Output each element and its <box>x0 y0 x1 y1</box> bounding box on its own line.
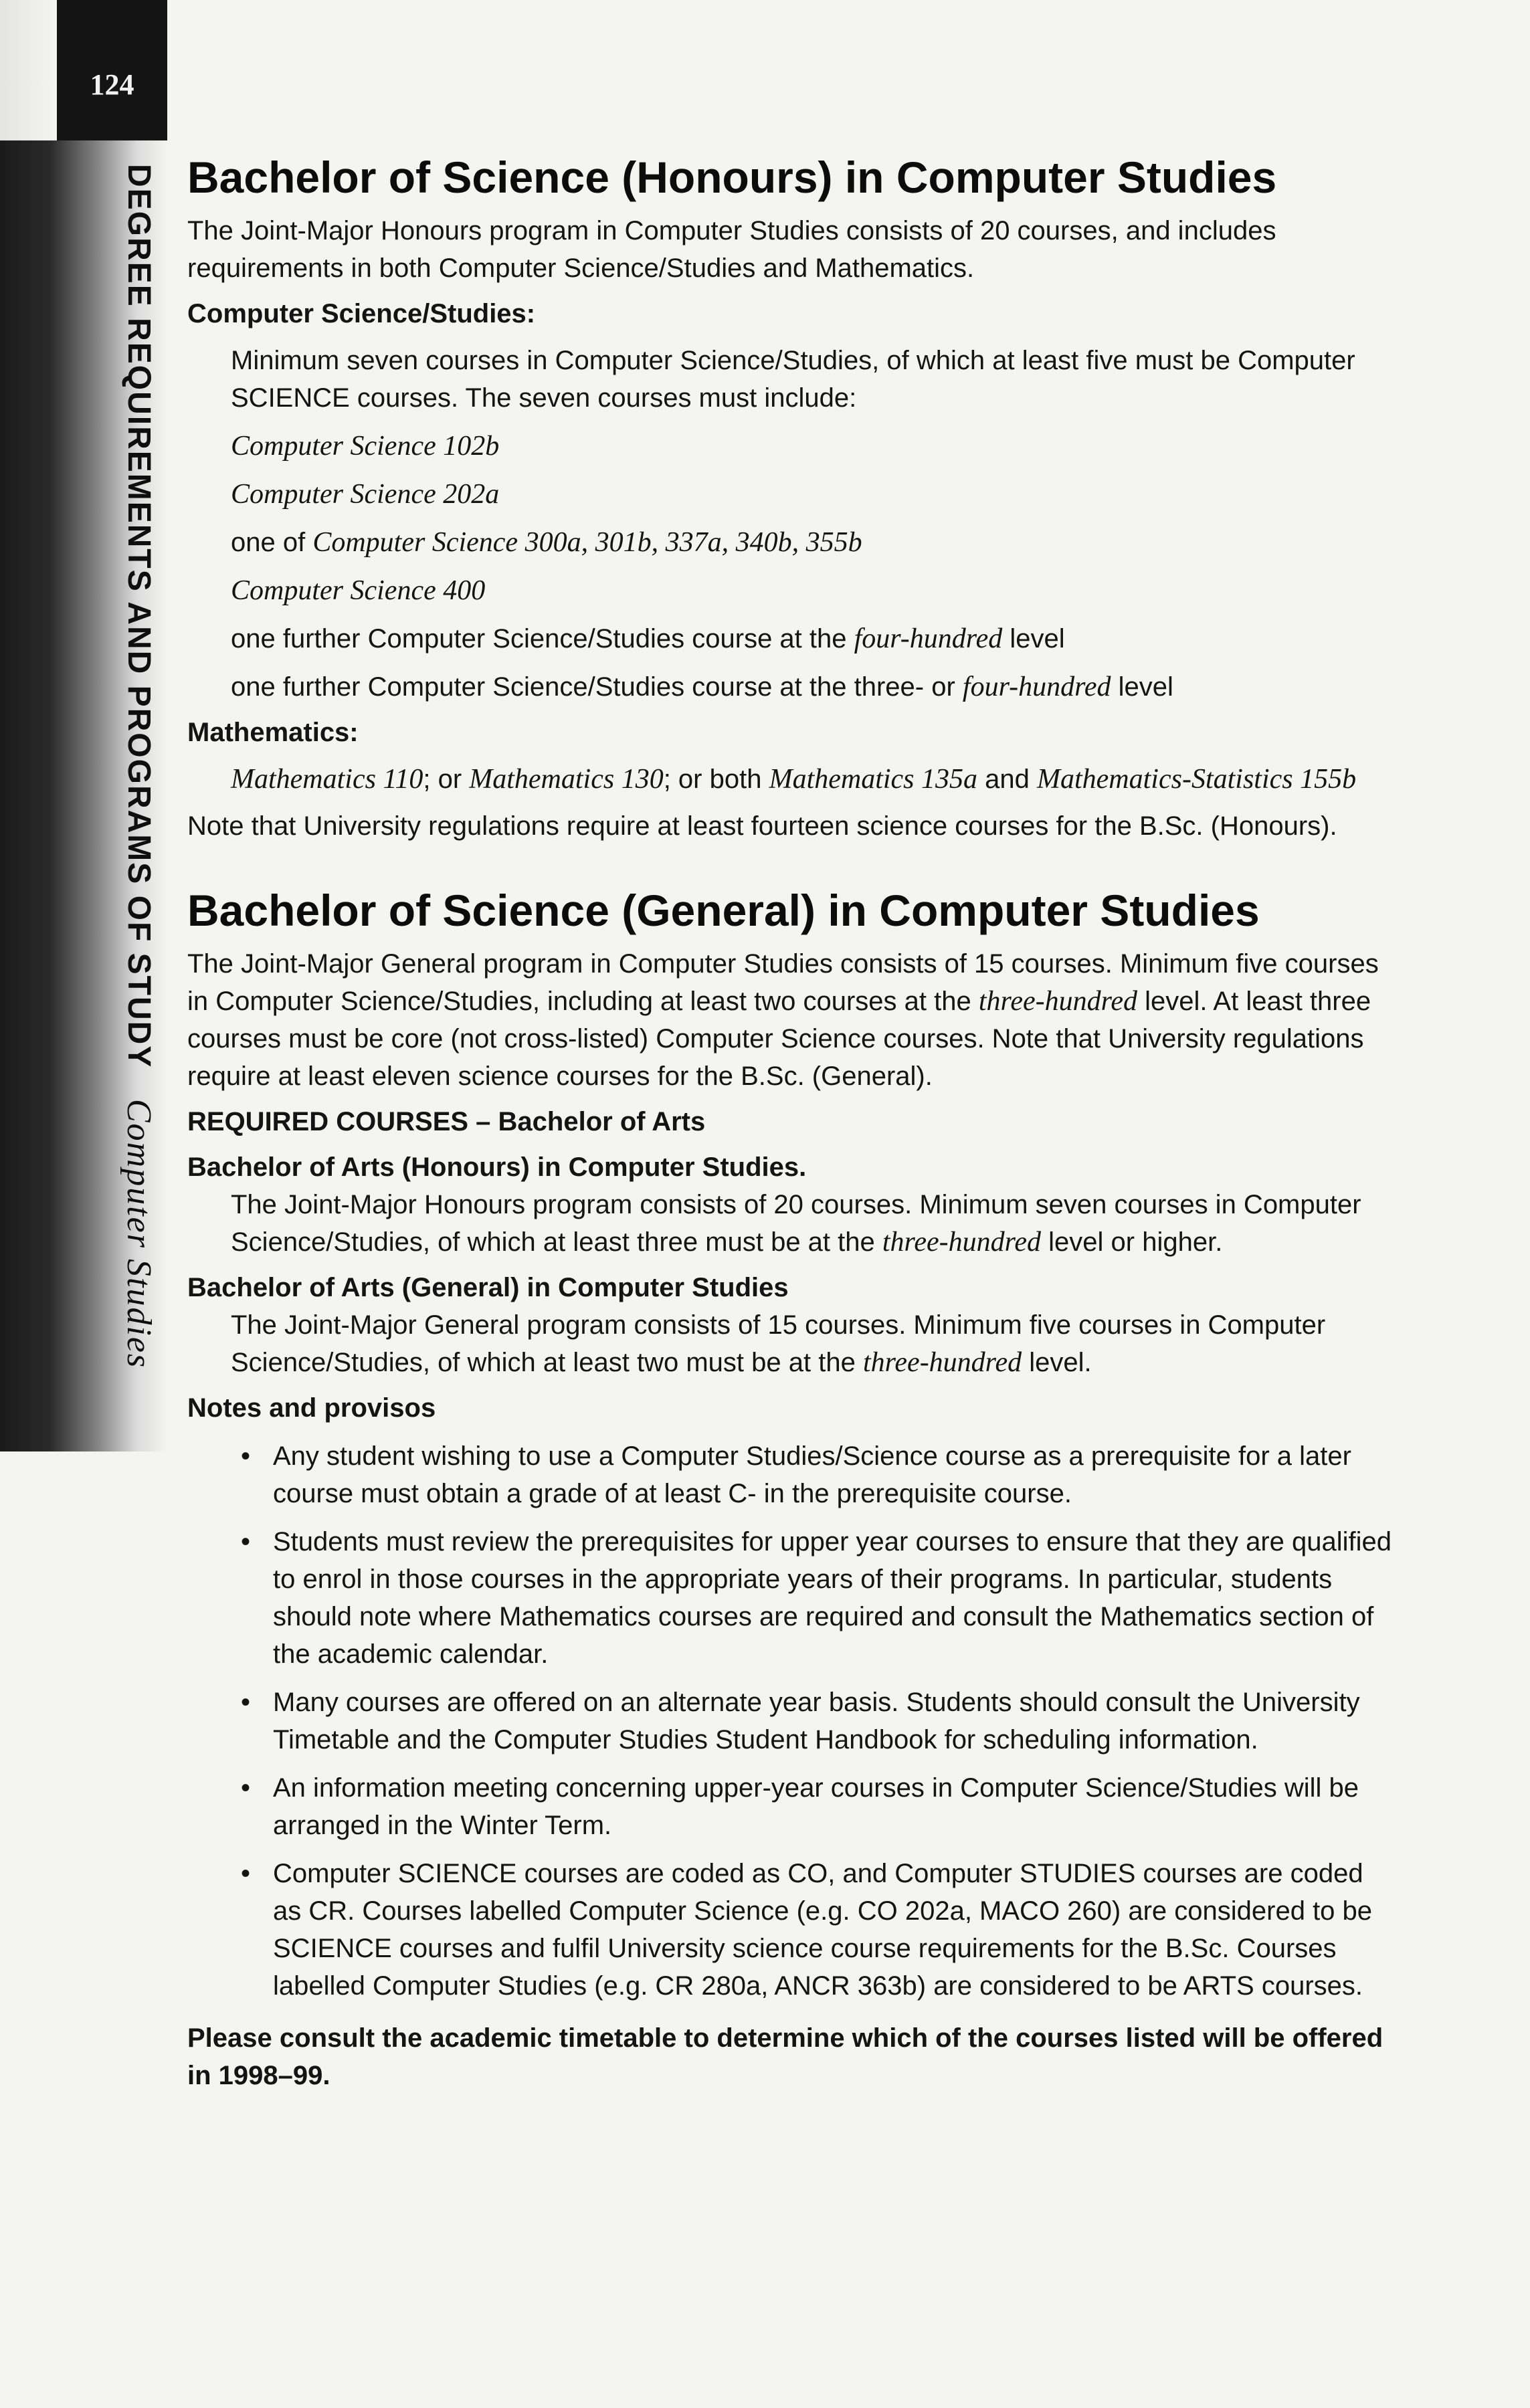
bsc-general-intro-suffix: level. At least three courses must be core (not cross-listed) Computer Science courses. Note that University regulations require at least eleven science courses for the B.Sc. (General). <box>187 987 1371 1091</box>
bsc-honours-intro: The Joint-Major Honours program in Computer Studies consists of 20 courses, and includes requirements in both Computer Science/Studies and Mathematics. <box>187 216 1276 283</box>
ba-honours-prefix: The Joint-Major Honours program consists of 20 courses. Minimum seven courses in Computer Science/Studies, of which at least three must be at the <box>231 1190 1361 1257</box>
note-text: Many courses are offered on an alternate year basis. Students should consult the University Timetable and the Computer Studies Student Handbook for scheduling information. <box>273 1688 1360 1754</box>
notes-heading: Notes and provisos <box>187 1393 436 1423</box>
cs-item-202a: Computer Science 202a <box>231 479 500 510</box>
list-item <box>187 1855 1392 2005</box>
list-item <box>187 1684 1392 1759</box>
bullet-icon: • <box>241 1688 251 1717</box>
ba-honours-text <box>187 1186 1392 1261</box>
cs-item-5-level: four-hundred <box>854 623 1003 654</box>
cs-item-5-prefix: one further Computer Science/Studies course at the <box>231 624 854 654</box>
math-110: Mathematics 110 <box>231 764 423 795</box>
ba-honours-heading: Bachelor of Arts (Honours) in Computer Studies. <box>187 1152 807 1182</box>
bsc-general-intro <box>187 945 1392 1095</box>
side-running-header <box>119 164 159 1369</box>
cs-item-6-prefix: one further Computer Science/Studies course at the three- or <box>231 672 963 702</box>
cs-item-one-of <box>187 524 1392 561</box>
cs-item-three-or-four-hundred <box>187 668 1392 706</box>
math-sep-1: ; or <box>423 765 470 794</box>
cs-item-400: Computer Science 400 <box>231 575 486 606</box>
bullet-icon: • <box>241 1773 251 1803</box>
math-heading: Mathematics: <box>187 718 359 747</box>
page-number-tab <box>57 0 167 140</box>
page-number: 124 <box>90 68 134 101</box>
bsc-honours-title: Bachelor of Science (Honours) in Computer Studies <box>187 153 1277 202</box>
ba-general-suffix: level. <box>1022 1348 1092 1377</box>
cs-item-6-suffix: level <box>1111 672 1173 702</box>
side-subject: Computer Studies <box>120 1098 158 1369</box>
list-item <box>187 1437 1392 1512</box>
note-text: Any student wishing to use a Computer Studies/Science course as a prerequisite for a later course must obtain a grade of at least C- in the prerequisite course. <box>273 1441 1351 1508</box>
math-sep-2: ; or both <box>663 765 769 794</box>
cs-intro: Minimum seven courses in Computer Science/Studies, of which at least five must be Computer SCIENCE courses. The seven courses must include: <box>231 346 1355 413</box>
ba-honours-level: three-hundred <box>882 1227 1042 1258</box>
note-text: Computer SCIENCE courses are coded as CO, and Computer STUDIES courses are coded as CR. Courses labelled Computer Science (e.g. CO 202a, MACO 260) are considered to be SCIENCE courses and fulfil University science course requirements for the B.Sc. Courses labelled Computer Studies (e.g. CR 280a, ANCR 363b) are considered to be ARTS courses. <box>273 1859 1373 2001</box>
bsc-general-intro-level: three-hundred <box>978 986 1138 1017</box>
math-135a: Mathematics 135a <box>769 764 978 795</box>
cs-item-6-level: four-hundred <box>962 672 1111 702</box>
bsc-honours-note: Note that University regulations require at least fourteen science courses for the B.Sc. (Honours). <box>187 811 1337 841</box>
bsc-general-intro-prefix: The Joint-Major General program in Computer Studies consists of 15 courses. Minimum five courses in Computer Science/Studies, including at least two courses at the <box>187 949 1379 1016</box>
list-item <box>187 1769 1392 1844</box>
bullet-icon: • <box>241 1859 251 1888</box>
bullet-icon: • <box>241 1527 251 1557</box>
ba-general-level: three-hundred <box>862 1347 1022 1378</box>
cs-item-one-of-prefix: one of <box>231 528 313 557</box>
math-130: Mathematics 130 <box>469 764 664 795</box>
cs-heading: Computer Science/Studies: <box>187 299 536 328</box>
note-text: An information meeting concerning upper-year courses in Computer Science/Studies will be arranged in the Winter Term. <box>273 1773 1359 1840</box>
final-note: Please consult the academic timetable to determine which of the courses listed will be offered in 1998–99. <box>187 2023 1383 2090</box>
cs-item-102b: Computer Science 102b <box>231 431 500 462</box>
notes-list <box>187 1437 1392 2005</box>
cs-item-four-hundred <box>187 620 1392 658</box>
ba-honours-suffix: level or higher. <box>1041 1227 1223 1257</box>
page-content <box>187 150 1392 2094</box>
ba-general-text <box>187 1306 1392 1381</box>
cs-item-5-suffix: level <box>1002 624 1065 654</box>
note-text: Students must review the prerequisites for upper year courses to ensure that they are qualified to enrol in those courses in the appropriate years of their programs. In particular, students should note where Mathematics courses are required and consult the Mathematics section of the academic calendar. <box>273 1527 1392 1669</box>
required-courses-heading: REQUIRED COURSES – Bachelor of Arts <box>187 1107 706 1136</box>
list-item <box>187 1523 1392 1673</box>
math-requirement <box>187 761 1392 798</box>
bsc-general-title: Bachelor of Science (General) in Computer Studies <box>187 886 1260 935</box>
ba-general-heading: Bachelor of Arts (General) in Computer Studies <box>187 1273 789 1302</box>
page-edge-shade <box>0 0 57 140</box>
bullet-icon: • <box>241 1441 251 1471</box>
ba-general-prefix: The Joint-Major General program consists of 15 courses. Minimum five courses in Computer Science/Studies, of which at least two must be at the <box>231 1310 1326 1377</box>
side-section-title: DEGREE REQUIREMENTS AND PROGRAMS OF STUDY <box>121 164 157 1069</box>
cs-item-one-of-courses: Computer Science 300a, 301b, 337a, 340b, 355b <box>312 527 862 558</box>
math-stats-155b: Mathematics-Statistics 155b <box>1037 764 1357 795</box>
math-sep-3: and <box>977 765 1037 794</box>
